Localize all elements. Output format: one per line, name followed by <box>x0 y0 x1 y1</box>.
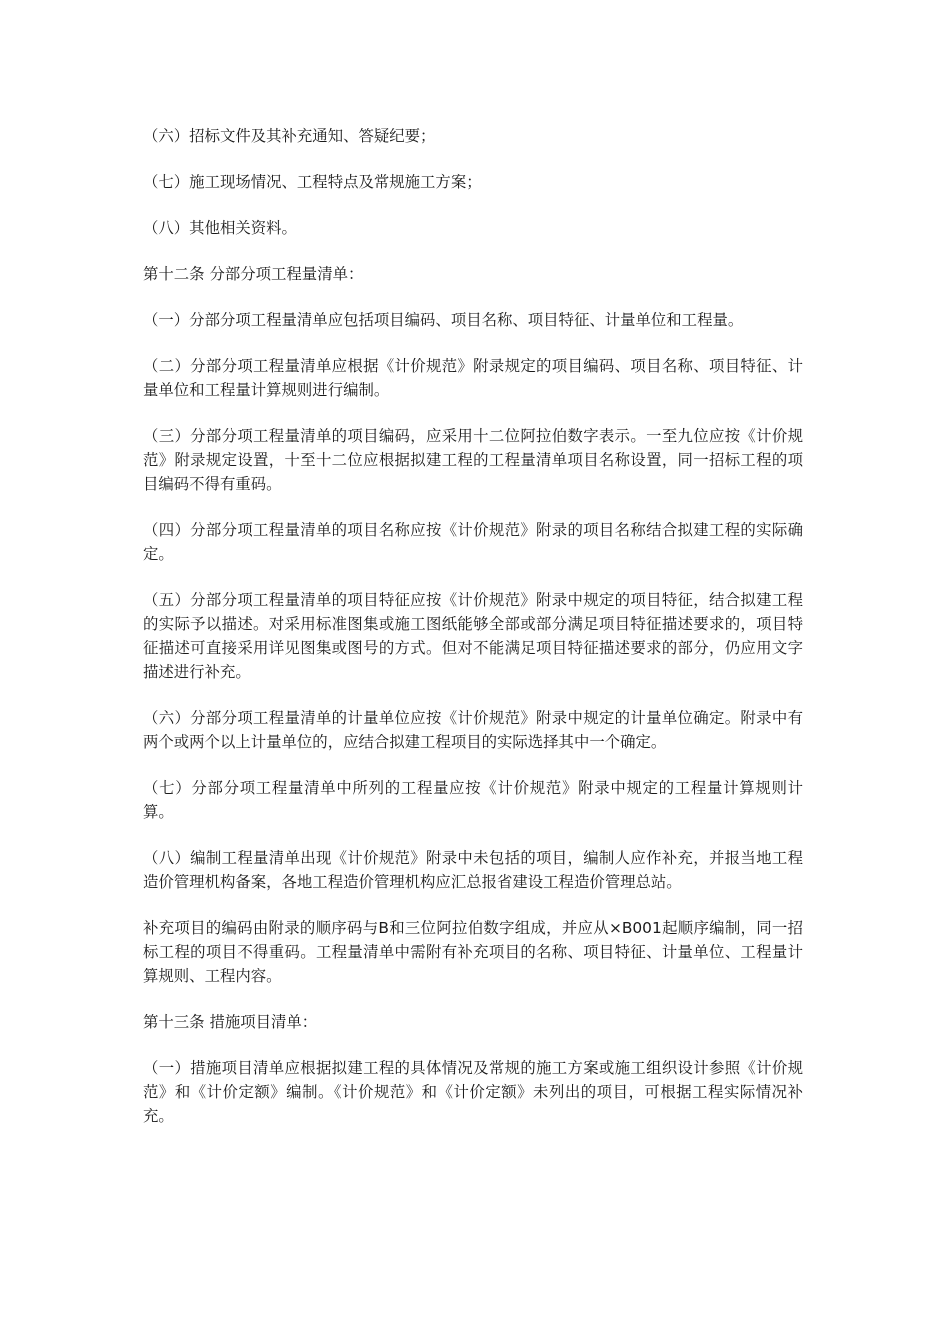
article-13-heading: 第十三条 措施项目清单： <box>143 1013 318 1031</box>
article-12-clause-1: （一）分部分项工程量清单应包括项目编码、项目名称、项目特征、计量单位和工程量。 <box>143 311 744 329</box>
paragraph-item-8-other-materials: （八）其他相关资料。 <box>143 219 297 237</box>
article-13-clause-1: （一）措施项目清单应根据拟建工程的具体情况及常规的施工方案或施工组织设计参照《计价规范》和《计价定额》编制。《计价规范》和《计价定额》未列出的项目，可根据工程实际情况补充。 <box>143 1059 803 1125</box>
article-12-clause-6: （六）分部分项工程量清单的计量单位应按《计价规范》附录中规定的计量单位确定。附录中有两个或两个以上计量单位的，应结合拟建工程项目的实际选择其中一个确定。 <box>143 709 803 751</box>
article-12-clause-3: （三）分部分项工程量清单的项目编码，应采用十二位阿拉伯数字表示。一至九位应按《计价规范》附录规定设置，十至十二位应根据拟建工程的工程量清单项目名称设置，同一招标工程的项目编码不得有重码。 <box>143 427 803 493</box>
document-body <box>143 124 803 1150</box>
article-12-clause-5: （五）分部分项工程量清单的项目特征应按《计价规范》附录中规定的项目特征，结合拟建工程的实际予以描述。对采用标准图集或施工图纸能够全部或部分满足项目特征描述要求的，项目特征描述可直接采用详见图集或图号的方式。但对不能满足项目特征描述要求的部分，仍应用文字描述进行补充。 <box>143 591 803 681</box>
supplementary-coding-paragraph: 补充项目的编码由附录的顺序码与B和三位阿拉伯数字组成，并应从×B001起顺序编制，同一招标工程的项目不得重码。工程量清单中需附有补充项目的名称、项目特征、计量单位、工程量计算规则、工程内容。 <box>143 919 803 985</box>
article-12-heading: 第十二条 分部分项工程量清单： <box>143 265 364 283</box>
paragraph-item-6-bidding-docs: （六）招标文件及其补充通知、答疑纪要； <box>143 127 436 145</box>
paragraph-item-7-site-conditions: （七）施工现场情况、工程特点及常规施工方案； <box>143 173 482 191</box>
article-12-clause-8: （八）编制工程量清单出现《计价规范》附录中未包括的项目，编制人应作补充，并报当地工程造价管理机构备案，各地工程造价管理机构应汇总报省建设工程造价管理总站。 <box>143 849 803 891</box>
article-12-clause-7: （七）分部分项工程量清单中所列的工程量应按《计价规范》附录中规定的工程量计算规则计算。 <box>143 779 803 821</box>
article-12-clause-4: （四）分部分项工程量清单的项目名称应按《计价规范》附录的项目名称结合拟建工程的实际确定。 <box>143 521 803 563</box>
article-12-clause-2: （二）分部分项工程量清单应根据《计价规范》附录规定的项目编码、项目名称、项目特征、计量单位和工程量计算规则进行编制。 <box>143 357 803 399</box>
